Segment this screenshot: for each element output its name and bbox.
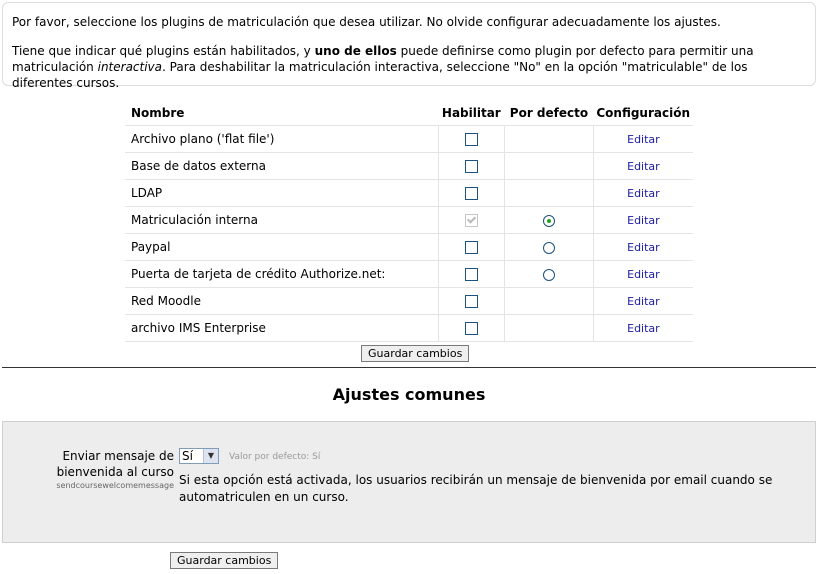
enable-cell bbox=[438, 261, 505, 288]
enable-checkbox[interactable] bbox=[465, 160, 478, 173]
config-cell bbox=[593, 288, 693, 315]
enable-checkbox-disabled bbox=[465, 214, 478, 227]
edit-link[interactable]: Editar bbox=[627, 160, 660, 173]
enable-checkbox[interactable] bbox=[465, 241, 478, 254]
intro-bold: uno de ellos bbox=[314, 44, 397, 58]
settings-box bbox=[2, 421, 816, 543]
plugin-name: LDAP bbox=[125, 180, 438, 207]
intro-italic: interactiva bbox=[97, 60, 163, 74]
default-radio-selected[interactable] bbox=[543, 215, 555, 227]
header-enable: Habilitar bbox=[438, 101, 505, 126]
config-cell bbox=[593, 153, 693, 180]
setting-description: Si esta opción está activada, los usuarios recibirán un mensaje de bienvenida por email cuando se automatriculen en un curso. bbox=[179, 473, 773, 504]
enable-checkbox[interactable] bbox=[465, 322, 478, 335]
enrol-plugins-table bbox=[125, 101, 693, 342]
enable-checkbox[interactable] bbox=[465, 268, 478, 281]
setting-key: sendcoursewelcomemessage bbox=[56, 481, 174, 490]
enable-cell bbox=[438, 234, 505, 261]
intro-text: Tiene que indicar qué plugins están habilitados, y bbox=[12, 44, 315, 58]
intro-line-2 bbox=[12, 43, 806, 91]
chevron-down-icon[interactable]: ▼ bbox=[203, 449, 218, 463]
default-cell bbox=[505, 261, 594, 288]
default-value-note: Valor por defecto: Sí bbox=[229, 452, 321, 462]
default-cell bbox=[505, 126, 594, 153]
table-row bbox=[125, 261, 693, 288]
table-row bbox=[125, 180, 693, 207]
intro-text: puede definirse como plugin por defecto para permitir una matriculación bbox=[12, 44, 754, 74]
select-value: Sí bbox=[182, 449, 193, 463]
default-cell bbox=[505, 315, 594, 342]
table-row bbox=[125, 207, 693, 234]
config-cell bbox=[593, 315, 693, 342]
enable-cell bbox=[438, 207, 505, 234]
config-cell bbox=[593, 126, 693, 153]
intro-line-1: Por favor, seleccione los plugins de matriculación que desea utilizar. No olvide configurar adecuadamente los ajustes. bbox=[12, 15, 721, 29]
edit-link[interactable]: Editar bbox=[627, 322, 660, 335]
enable-cell bbox=[438, 288, 505, 315]
edit-link[interactable]: Editar bbox=[627, 268, 660, 281]
plugin-name: Puerta de tarjeta de crédito Authorize.net: bbox=[125, 261, 438, 288]
setting-label: Enviar mensaje de bienvenida al curso bbox=[56, 449, 174, 479]
edit-link[interactable]: Editar bbox=[627, 187, 660, 200]
section-title: Ajustes comunes bbox=[332, 385, 486, 404]
plugin-name: Archivo plano ('flat file') bbox=[125, 126, 438, 153]
table-row bbox=[125, 288, 693, 315]
enable-checkbox[interactable] bbox=[465, 295, 478, 308]
default-radio[interactable] bbox=[543, 269, 555, 281]
save-changes-button[interactable]: Guardar cambios bbox=[361, 345, 469, 362]
plugin-name: Base de datos externa bbox=[125, 153, 438, 180]
enable-cell bbox=[438, 180, 505, 207]
enable-cell bbox=[438, 126, 505, 153]
intro-text: . Para deshabilitar la matriculación interactiva, seleccione "No" en la opción "matriculable" de los diferentes cursos. bbox=[12, 60, 748, 90]
intro-box bbox=[2, 2, 816, 90]
edit-link[interactable]: Editar bbox=[627, 241, 660, 254]
header-config: Configuración bbox=[593, 101, 693, 126]
divider bbox=[2, 367, 816, 368]
config-cell bbox=[593, 261, 693, 288]
default-radio[interactable] bbox=[543, 242, 555, 254]
save-changes-button-bottom[interactable]: Guardar cambios bbox=[170, 552, 278, 569]
header-default: Por defecto bbox=[505, 101, 594, 126]
enable-checkbox[interactable] bbox=[465, 187, 478, 200]
default-cell bbox=[505, 153, 594, 180]
welcome-message-select[interactable] bbox=[179, 448, 219, 464]
header-name: Nombre bbox=[125, 101, 438, 126]
config-cell bbox=[593, 207, 693, 234]
plugin-name: Matriculación interna bbox=[125, 207, 438, 234]
default-cell bbox=[505, 207, 594, 234]
table-row bbox=[125, 315, 693, 342]
enable-cell bbox=[438, 315, 505, 342]
enable-cell bbox=[438, 153, 505, 180]
default-cell bbox=[505, 288, 594, 315]
table-row bbox=[125, 126, 693, 153]
enable-checkbox[interactable] bbox=[465, 133, 478, 146]
plugin-name: Paypal bbox=[125, 234, 438, 261]
config-cell bbox=[593, 234, 693, 261]
config-cell bbox=[593, 180, 693, 207]
plugin-name: archivo IMS Enterprise bbox=[125, 315, 438, 342]
default-cell bbox=[505, 234, 594, 261]
edit-link[interactable]: Editar bbox=[627, 133, 660, 146]
setting-label-block bbox=[3, 448, 174, 492]
default-cell bbox=[505, 180, 594, 207]
table-header bbox=[125, 101, 693, 126]
plugin-name: Red Moodle bbox=[125, 288, 438, 315]
edit-link[interactable]: Editar bbox=[627, 295, 660, 308]
table-row bbox=[125, 234, 693, 261]
table-row bbox=[125, 153, 693, 180]
edit-link[interactable]: Editar bbox=[627, 214, 660, 227]
